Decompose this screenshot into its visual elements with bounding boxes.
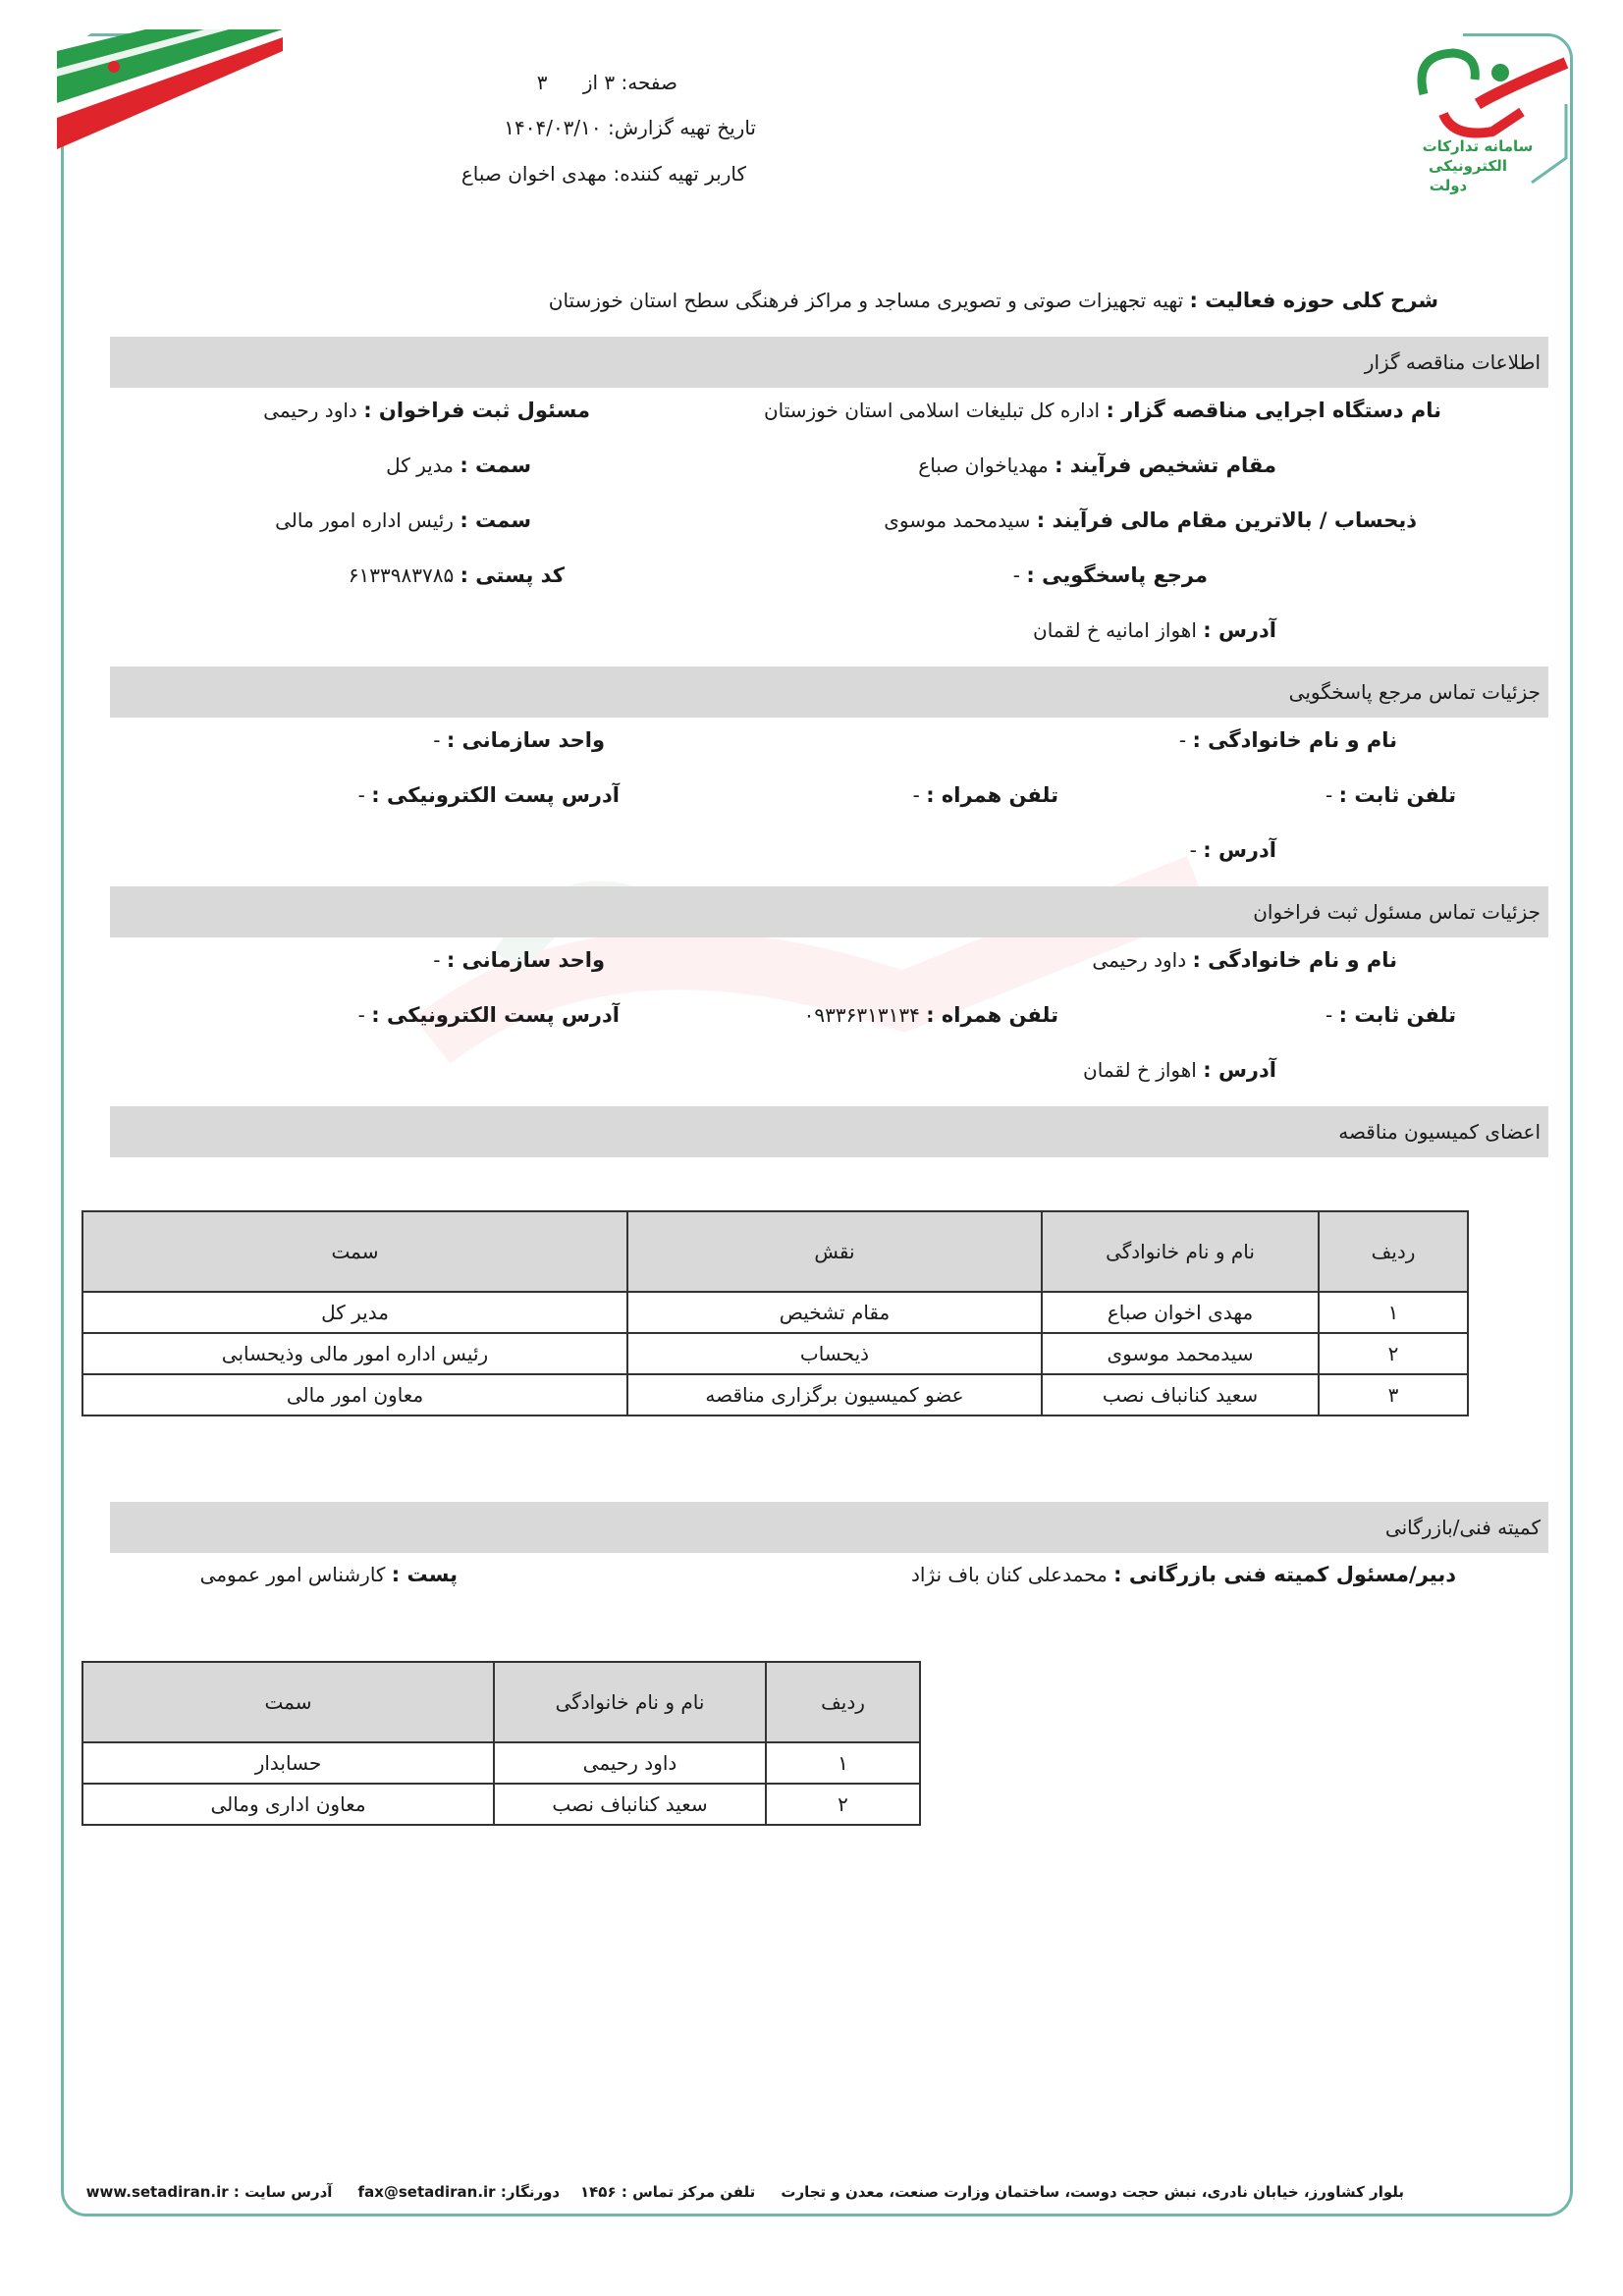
- section-tenderer: اطلاعات مناقصه گزار: [110, 337, 1548, 388]
- table-cell: حسابدار: [82, 1742, 494, 1784]
- column-header: نام و نام خانوادگی: [1042, 1211, 1319, 1292]
- column-header: ردیف: [1319, 1211, 1468, 1292]
- table-cell: معاون امور مالی: [82, 1374, 627, 1415]
- reference-email: آدرس پست الکترونیکی : -: [357, 783, 620, 807]
- reference-mobile: تلفن همراه : -: [912, 783, 1058, 807]
- table-header-row: [82, 1662, 920, 1742]
- table-cell: ۱: [766, 1742, 920, 1784]
- registrar-mobile: تلفن همراه : ۰۹۳۳۶۳۱۳۱۳۴: [803, 1003, 1058, 1027]
- footer-phone-label: تلفن مرکز تماس :: [621, 2183, 756, 2201]
- column-header: نقش: [627, 1211, 1042, 1292]
- table-row: [82, 1784, 920, 1825]
- tenderer-org: نام دستگاه اجرایی مناقصه گزار : اداره کل تبلیغات اسلامی استان خوزستان: [763, 399, 1441, 422]
- svg-text:دولت: دولت: [1429, 177, 1468, 194]
- column-header: سمت: [82, 1662, 494, 1742]
- table-cell: ۱: [1319, 1292, 1468, 1333]
- tenderer-position-1: سمت : مدیر کل: [386, 454, 531, 477]
- activity-row: شرح کلی حوزه فعالیت : تهیه تجهیزات صوتی و تصویری مساجد و مراکز فرهنگی سطح استان خوزستان: [548, 289, 1438, 312]
- report-date: تاریخ تهیه گزارش: ۱۴۰۴/۰۳/۱۰: [504, 116, 756, 139]
- table-row: [82, 1374, 1468, 1415]
- tenderer-registrar: مسئول ثبت فراخوان : داود رحیمی: [263, 399, 590, 422]
- footer-site-label: آدرس سایت :: [233, 2183, 333, 2201]
- reference-address: آدرس : -: [1189, 838, 1276, 862]
- table-cell: سعید کنانباف نصب: [1042, 1374, 1319, 1415]
- table-cell: مدیر کل: [82, 1292, 627, 1333]
- table-cell: ذیحساب: [627, 1333, 1042, 1374]
- tenderer-postal-code: کد پستی : ۶۱۳۳۹۸۳۷۸۵: [348, 563, 565, 587]
- table-cell: معاون اداری ومالی: [82, 1784, 494, 1825]
- tenderer-address: آدرس : اهواز امانیه خ لقمان: [1033, 618, 1276, 642]
- section-commission: اعضای کمیسیون مناقصه: [110, 1106, 1548, 1157]
- frame-top-gap: [236, 27, 1463, 39]
- registrar-unit: واحد سازمانی : -: [433, 948, 605, 972]
- technical-post: پست : کارشناس امور عمومی: [199, 1563, 458, 1586]
- table-cell: مقام تشخیص: [627, 1292, 1042, 1333]
- footer-address: بلوار کشاورز، خیابان نادری، نبش حجت دوست، ساختمان وزارت صنعت، معدن و تجارت: [781, 2183, 1404, 2201]
- technical-committee-table: [81, 1661, 921, 1826]
- table-cell: رئیس اداره امور مالی وذیحسابی: [82, 1333, 627, 1374]
- table-cell: ۲: [1319, 1333, 1468, 1374]
- column-header: نام و نام خانوادگی: [494, 1662, 766, 1742]
- tenderer-finance: ذیحساب / بالاترین مقام مالی فرآیند : سیدمحمد موسوی: [884, 508, 1417, 532]
- footer-phone: ۱۴۵۶: [580, 2183, 617, 2201]
- section-registrar-contact: جزئیات تماس مسئول ثبت فراخوان: [110, 886, 1548, 937]
- tenderer-reference: مرجع پاسخگویی : -: [1012, 563, 1208, 587]
- column-header: ردیف: [766, 1662, 920, 1742]
- table-cell: مهدی اخوان صباع: [1042, 1292, 1319, 1333]
- tenderer-authority: مقام تشخیص فرآیند : مهدیاخوان صباع: [918, 454, 1276, 477]
- reference-phone: تلفن ثابت : -: [1325, 783, 1456, 807]
- registrar-address: آدرس : اهواز خ لقمان: [1083, 1058, 1276, 1082]
- table-cell: داود رحیمی: [494, 1742, 766, 1784]
- footer-fax[interactable]: fax@setadiran.ir: [357, 2183, 496, 2201]
- iran-flag-icon: [57, 29, 283, 157]
- table-cell: سیدمحمد موسوی: [1042, 1333, 1319, 1374]
- section-technical-committee: کمیته فنی/بازرگانی: [110, 1502, 1548, 1553]
- section-reference-contact: جزئیات تماس مرجع پاسخگویی: [110, 667, 1548, 718]
- registrar-phone: تلفن ثابت : -: [1325, 1003, 1456, 1027]
- reference-name: نام و نام خانوادگی : -: [1178, 728, 1397, 752]
- table-row: [82, 1292, 1468, 1333]
- footer-fax-label: دورنگار:: [500, 2183, 561, 2201]
- table-row: [82, 1742, 920, 1784]
- page-number: صفحه: ۳ از ۳: [536, 71, 677, 94]
- registrar-name: نام و نام خانوادگی : داود رحیمی: [1092, 948, 1397, 972]
- table-header-row: [82, 1211, 1468, 1292]
- footer-site-link[interactable]: www.setadiran.ir: [85, 2183, 229, 2201]
- commission-table: [81, 1210, 1469, 1416]
- page-footer: [85, 2183, 1404, 2201]
- report-creator: کاربر تهیه کننده: مهدی اخوان صباع: [460, 162, 746, 186]
- svg-text:الکترونیکی: الکترونیکی: [1429, 157, 1507, 175]
- table-cell: ۳: [1319, 1374, 1468, 1415]
- technical-secretary: دبیر/مسئول کمیته فنی بازرگانی : محمدعلی کنان باف نژاد: [911, 1563, 1456, 1586]
- registrar-email: آدرس پست الکترونیکی : -: [357, 1003, 620, 1027]
- table-cell: سعید کنانباف نصب: [494, 1784, 766, 1825]
- svg-text:سامانه تدارکات: سامانه تدارکات: [1422, 137, 1534, 155]
- reference-unit: واحد سازمانی : -: [433, 728, 605, 752]
- column-header: سمت: [82, 1211, 627, 1292]
- tenderer-position-2: سمت : رئیس اداره امور مالی: [275, 508, 531, 532]
- setad-logo-icon: [1384, 35, 1571, 212]
- table-cell: ۲: [766, 1784, 920, 1825]
- table-cell: عضو کمیسیون برگزاری مناقصه: [627, 1374, 1042, 1415]
- table-row: [82, 1333, 1468, 1374]
